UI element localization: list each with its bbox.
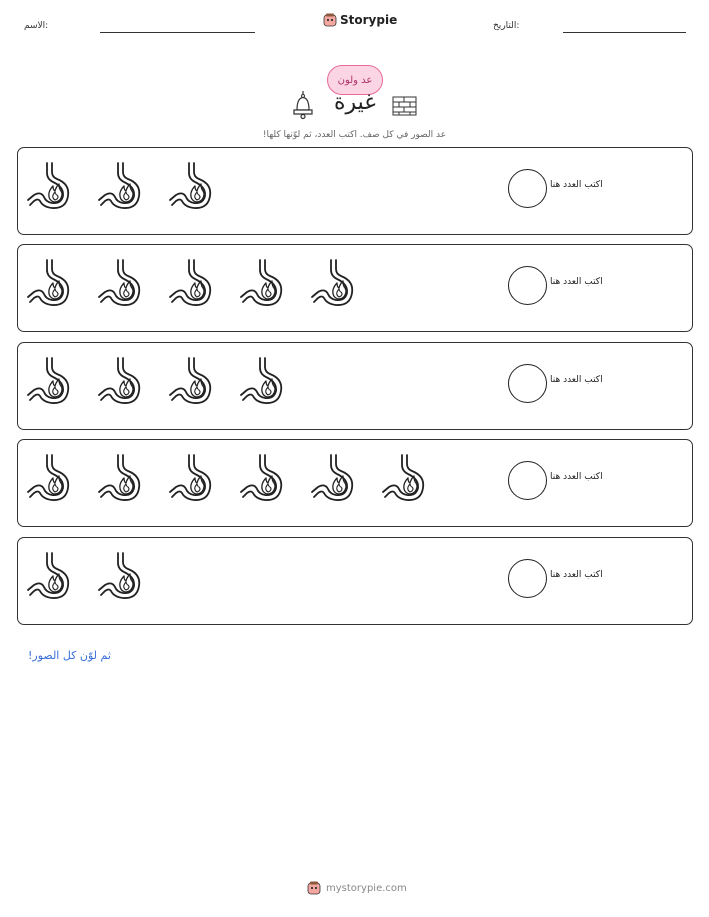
date-label: التاريخ: (493, 21, 520, 31)
stomach-fire-icon[interactable] (26, 550, 76, 604)
answer-label: اكتب العدد هنا (550, 570, 603, 580)
title-row (0, 90, 709, 124)
bell-icon (290, 90, 316, 120)
stomach-fire-icon[interactable] (97, 257, 147, 311)
stomach-fire-icon[interactable] (97, 355, 147, 409)
stomach-fire-icon[interactable] (97, 550, 147, 604)
brick-wall-icon (392, 96, 418, 116)
stomach-fire-icon[interactable] (239, 452, 289, 506)
footer-site (307, 881, 407, 895)
stomach-fire-icon[interactable] (26, 452, 76, 506)
stomach-fire-icon[interactable] (381, 452, 431, 506)
name-line[interactable] (100, 32, 255, 33)
answer-circle[interactable] (508, 266, 547, 305)
answer-label: اكتب العدد هنا (550, 180, 603, 190)
answer-circle[interactable] (508, 559, 547, 598)
brand-name: Storypie (340, 13, 398, 27)
counting-row (17, 537, 693, 625)
answer-circle[interactable] (508, 169, 547, 208)
storypie-logo-icon (307, 881, 321, 895)
name-label: الاسم: (24, 21, 49, 31)
stomach-fire-icon[interactable] (239, 355, 289, 409)
answer-circle[interactable] (508, 364, 547, 403)
activity-badge: عد ولون (327, 65, 383, 95)
instructions: عد الصور في كل صف. اكتب العدد، ثم لوّنها كلها! (262, 130, 447, 140)
date-line[interactable] (563, 32, 686, 33)
stomach-fire-icon[interactable] (168, 257, 218, 311)
stomach-fire-icon[interactable] (168, 452, 218, 506)
stomach-fire-icon[interactable] (168, 355, 218, 409)
answer-label: اكتب العدد هنا (550, 375, 603, 385)
stomach-fire-icon[interactable] (239, 257, 289, 311)
stomach-fire-icon[interactable] (310, 257, 360, 311)
stomach-fire-icon[interactable] (310, 452, 360, 506)
counting-row (17, 244, 693, 332)
stomach-fire-icon[interactable] (26, 160, 76, 214)
stomach-fire-icon[interactable] (168, 160, 218, 214)
answer-label: اكتب العدد هنا (550, 472, 603, 482)
answer-circle[interactable] (508, 461, 547, 500)
stomach-fire-icon[interactable] (26, 355, 76, 409)
answer-label: اكتب العدد هنا (550, 277, 603, 287)
stomach-fire-icon[interactable] (26, 257, 76, 311)
page-title: غيرة (334, 90, 376, 115)
storypie-logo-icon (323, 13, 337, 27)
site-url: mystorypie.com (326, 882, 407, 894)
counting-row (17, 147, 693, 235)
storypie-logo (323, 13, 397, 27)
counting-row (17, 439, 693, 527)
counting-row (17, 342, 693, 430)
stomach-fire-icon[interactable] (97, 160, 147, 214)
stomach-fire-icon[interactable] (97, 452, 147, 506)
footer-note: ثم لوّن كل الصور! (28, 649, 111, 662)
